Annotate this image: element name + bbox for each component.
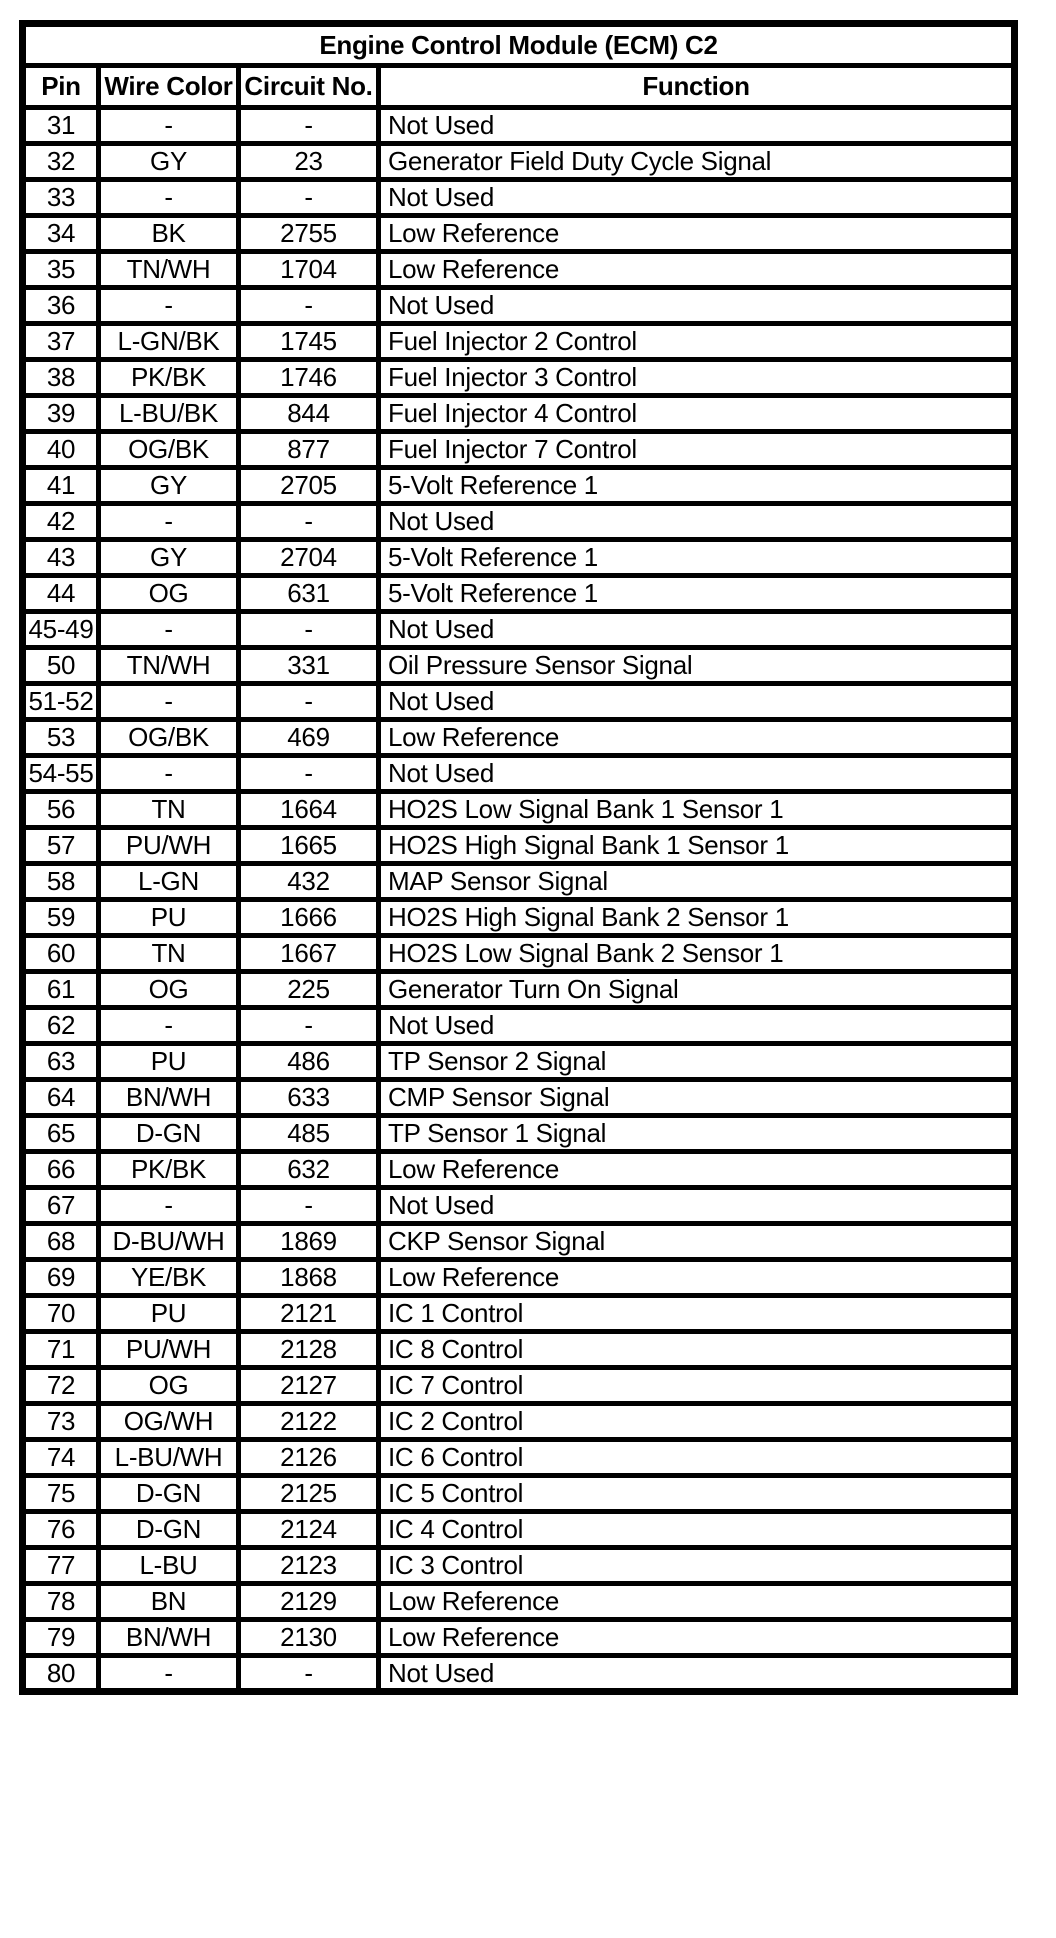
function-cell: Low Reference	[379, 1620, 1015, 1656]
wire-color-cell: -	[99, 684, 239, 720]
wire-color-cell: -	[99, 1188, 239, 1224]
function-cell: Fuel Injector 4 Control	[379, 396, 1015, 432]
function-cell: Low Reference	[379, 252, 1015, 288]
pin-cell: 43	[23, 540, 99, 576]
column-header-function: Function	[379, 66, 1015, 108]
table-row	[23, 828, 1015, 864]
table-row	[23, 288, 1015, 324]
table-row	[23, 1620, 1015, 1656]
column-header-circuit-no: Circuit No.	[239, 66, 379, 108]
table-title: Engine Control Module (ECM) C2	[23, 24, 1015, 66]
circuit-no-cell: 2125	[239, 1476, 379, 1512]
wire-color-cell: GY	[99, 468, 239, 504]
wire-color-cell: -	[99, 612, 239, 648]
wire-color-cell: OG/WH	[99, 1404, 239, 1440]
pin-cell: 75	[23, 1476, 99, 1512]
table-row	[23, 468, 1015, 504]
function-cell: IC 3 Control	[379, 1548, 1015, 1584]
function-cell: IC 1 Control	[379, 1296, 1015, 1332]
pin-cell: 78	[23, 1584, 99, 1620]
function-cell: Not Used	[379, 288, 1015, 324]
wire-color-cell: PU	[99, 900, 239, 936]
circuit-no-cell: -	[239, 684, 379, 720]
function-cell: Low Reference	[379, 1260, 1015, 1296]
pin-cell: 68	[23, 1224, 99, 1260]
circuit-no-cell: 225	[239, 972, 379, 1008]
table-row	[23, 1152, 1015, 1188]
table-row	[23, 396, 1015, 432]
wire-color-cell: L-GN	[99, 864, 239, 900]
function-cell: Generator Turn On Signal	[379, 972, 1015, 1008]
table-head	[23, 24, 1015, 108]
circuit-no-cell: -	[239, 504, 379, 540]
wire-color-cell: GY	[99, 540, 239, 576]
circuit-no-cell: -	[239, 1008, 379, 1044]
circuit-no-cell: 2121	[239, 1296, 379, 1332]
function-cell: IC 6 Control	[379, 1440, 1015, 1476]
circuit-no-cell: 633	[239, 1080, 379, 1116]
pin-cell: 71	[23, 1332, 99, 1368]
function-cell: Fuel Injector 2 Control	[379, 324, 1015, 360]
wire-color-cell: -	[99, 288, 239, 324]
circuit-no-cell: 469	[239, 720, 379, 756]
pin-cell: 57	[23, 828, 99, 864]
wire-color-cell: OG/BK	[99, 720, 239, 756]
pin-cell: 73	[23, 1404, 99, 1440]
pin-cell: 56	[23, 792, 99, 828]
function-cell: TP Sensor 2 Signal	[379, 1044, 1015, 1080]
table-row	[23, 972, 1015, 1008]
wire-color-cell: -	[99, 1008, 239, 1044]
pin-cell: 42	[23, 504, 99, 540]
function-cell: 5-Volt Reference 1	[379, 468, 1015, 504]
ecm-c2-pinout-table	[19, 20, 1018, 1695]
table-row	[23, 1188, 1015, 1224]
function-cell: Fuel Injector 3 Control	[379, 360, 1015, 396]
pin-cell: 60	[23, 936, 99, 972]
function-cell: Generator Field Duty Cycle Signal	[379, 144, 1015, 180]
circuit-no-cell: 844	[239, 396, 379, 432]
pin-cell: 54-55	[23, 756, 99, 792]
circuit-no-cell: 2755	[239, 216, 379, 252]
pin-cell: 63	[23, 1044, 99, 1080]
function-cell: Not Used	[379, 108, 1015, 144]
circuit-no-cell: 1868	[239, 1260, 379, 1296]
circuit-no-cell: 1745	[239, 324, 379, 360]
wire-color-cell: -	[99, 108, 239, 144]
wire-color-cell: -	[99, 504, 239, 540]
pin-cell: 62	[23, 1008, 99, 1044]
pin-cell: 79	[23, 1620, 99, 1656]
table-row	[23, 504, 1015, 540]
table-body	[23, 108, 1015, 1692]
circuit-no-cell: 485	[239, 1116, 379, 1152]
pin-cell: 50	[23, 648, 99, 684]
circuit-no-cell: -	[239, 180, 379, 216]
table-row	[23, 216, 1015, 252]
table-row	[23, 648, 1015, 684]
table-row	[23, 1008, 1015, 1044]
function-cell: IC 2 Control	[379, 1404, 1015, 1440]
function-cell: IC 5 Control	[379, 1476, 1015, 1512]
table-row	[23, 612, 1015, 648]
table-row	[23, 1260, 1015, 1296]
circuit-no-cell: 1704	[239, 252, 379, 288]
wire-color-cell: D-GN	[99, 1512, 239, 1548]
table-row	[23, 1404, 1015, 1440]
wire-color-cell: OG	[99, 1368, 239, 1404]
table-row	[23, 108, 1015, 144]
pin-cell: 31	[23, 108, 99, 144]
pin-cell: 44	[23, 576, 99, 612]
circuit-no-cell: 2124	[239, 1512, 379, 1548]
circuit-no-cell: 631	[239, 576, 379, 612]
wire-color-cell: BN	[99, 1584, 239, 1620]
circuit-no-cell: 2704	[239, 540, 379, 576]
function-cell: Oil Pressure Sensor Signal	[379, 648, 1015, 684]
circuit-no-cell: 1746	[239, 360, 379, 396]
wire-color-cell: OG	[99, 576, 239, 612]
wire-color-cell: TN/WH	[99, 252, 239, 288]
table-row	[23, 576, 1015, 612]
table-row	[23, 720, 1015, 756]
circuit-no-cell: -	[239, 612, 379, 648]
circuit-no-cell: 432	[239, 864, 379, 900]
pin-cell: 38	[23, 360, 99, 396]
function-cell: CMP Sensor Signal	[379, 1080, 1015, 1116]
wire-color-cell: GY	[99, 144, 239, 180]
wire-color-cell: OG/BK	[99, 432, 239, 468]
circuit-no-cell: 331	[239, 648, 379, 684]
table-row	[23, 324, 1015, 360]
table-title-row	[23, 24, 1015, 66]
pin-cell: 66	[23, 1152, 99, 1188]
table-row	[23, 1656, 1015, 1692]
pin-cell: 35	[23, 252, 99, 288]
function-cell: MAP Sensor Signal	[379, 864, 1015, 900]
table-row	[23, 1044, 1015, 1080]
table-row	[23, 1440, 1015, 1476]
wire-color-cell: PU	[99, 1296, 239, 1332]
function-cell: IC 7 Control	[379, 1368, 1015, 1404]
wire-color-cell: -	[99, 180, 239, 216]
circuit-no-cell: 2130	[239, 1620, 379, 1656]
function-cell: CKP Sensor Signal	[379, 1224, 1015, 1260]
function-cell: HO2S High Signal Bank 1 Sensor 1	[379, 828, 1015, 864]
pin-cell: 53	[23, 720, 99, 756]
pin-cell: 65	[23, 1116, 99, 1152]
table-row	[23, 1368, 1015, 1404]
pin-cell: 80	[23, 1656, 99, 1692]
circuit-no-cell: 23	[239, 144, 379, 180]
pin-cell: 70	[23, 1296, 99, 1332]
circuit-no-cell: 2123	[239, 1548, 379, 1584]
function-cell: Low Reference	[379, 216, 1015, 252]
circuit-no-cell: -	[239, 756, 379, 792]
wire-color-cell: L-BU/BK	[99, 396, 239, 432]
function-cell: Not Used	[379, 684, 1015, 720]
pin-cell: 76	[23, 1512, 99, 1548]
table-row	[23, 252, 1015, 288]
pin-cell: 64	[23, 1080, 99, 1116]
table-row	[23, 1224, 1015, 1260]
function-cell: Low Reference	[379, 1152, 1015, 1188]
wire-color-cell: PK/BK	[99, 360, 239, 396]
function-cell: 5-Volt Reference 1	[379, 540, 1015, 576]
table-row	[23, 1476, 1015, 1512]
wire-color-cell: TN/WH	[99, 648, 239, 684]
pin-cell: 32	[23, 144, 99, 180]
column-header-wire-color: Wire Color	[99, 66, 239, 108]
wire-color-cell: OG	[99, 972, 239, 1008]
pin-cell: 58	[23, 864, 99, 900]
function-cell: Not Used	[379, 504, 1015, 540]
table-row	[23, 360, 1015, 396]
function-cell: IC 8 Control	[379, 1332, 1015, 1368]
wire-color-cell: PK/BK	[99, 1152, 239, 1188]
pin-cell: 37	[23, 324, 99, 360]
pin-cell: 59	[23, 900, 99, 936]
pin-cell: 34	[23, 216, 99, 252]
pin-cell: 51-52	[23, 684, 99, 720]
circuit-no-cell: 2122	[239, 1404, 379, 1440]
function-cell: Low Reference	[379, 720, 1015, 756]
circuit-no-cell: -	[239, 108, 379, 144]
wire-color-cell: BN/WH	[99, 1080, 239, 1116]
table-header-row	[23, 66, 1015, 108]
circuit-no-cell: 2127	[239, 1368, 379, 1404]
table-row	[23, 144, 1015, 180]
pin-cell: 40	[23, 432, 99, 468]
function-cell: HO2S Low Signal Bank 2 Sensor 1	[379, 936, 1015, 972]
circuit-no-cell: -	[239, 1188, 379, 1224]
function-cell: IC 4 Control	[379, 1512, 1015, 1548]
function-cell: Not Used	[379, 180, 1015, 216]
circuit-no-cell: 1666	[239, 900, 379, 936]
wire-color-cell: -	[99, 1656, 239, 1692]
table-row	[23, 540, 1015, 576]
pin-cell: 39	[23, 396, 99, 432]
pin-cell: 69	[23, 1260, 99, 1296]
pin-cell: 72	[23, 1368, 99, 1404]
circuit-no-cell: 2705	[239, 468, 379, 504]
function-cell: Not Used	[379, 1008, 1015, 1044]
pin-cell: 74	[23, 1440, 99, 1476]
circuit-no-cell: 877	[239, 432, 379, 468]
table-row	[23, 756, 1015, 792]
table-row	[23, 1332, 1015, 1368]
pin-cell: 67	[23, 1188, 99, 1224]
function-cell: Not Used	[379, 1188, 1015, 1224]
function-cell: 5-Volt Reference 1	[379, 576, 1015, 612]
wire-color-cell: TN	[99, 936, 239, 972]
wire-color-cell: BN/WH	[99, 1620, 239, 1656]
wire-color-cell: TN	[99, 792, 239, 828]
circuit-no-cell: 2129	[239, 1584, 379, 1620]
table-row	[23, 792, 1015, 828]
circuit-no-cell: 486	[239, 1044, 379, 1080]
wire-color-cell: D-GN	[99, 1476, 239, 1512]
function-cell: TP Sensor 1 Signal	[379, 1116, 1015, 1152]
function-cell: Low Reference	[379, 1584, 1015, 1620]
table-row	[23, 1116, 1015, 1152]
wire-color-cell: L-BU/WH	[99, 1440, 239, 1476]
wire-color-cell: L-BU	[99, 1548, 239, 1584]
table-row	[23, 1080, 1015, 1116]
pin-cell: 45-49	[23, 612, 99, 648]
circuit-no-cell: 1667	[239, 936, 379, 972]
table-row	[23, 1584, 1015, 1620]
wire-color-cell: YE/BK	[99, 1260, 239, 1296]
pin-cell: 77	[23, 1548, 99, 1584]
circuit-no-cell: 2128	[239, 1332, 379, 1368]
table-row	[23, 1548, 1015, 1584]
wire-color-cell: PU/WH	[99, 1332, 239, 1368]
table-row	[23, 432, 1015, 468]
pin-cell: 61	[23, 972, 99, 1008]
circuit-no-cell: 1665	[239, 828, 379, 864]
table-row	[23, 180, 1015, 216]
function-cell: HO2S High Signal Bank 2 Sensor 1	[379, 900, 1015, 936]
wire-color-cell: PU/WH	[99, 828, 239, 864]
circuit-no-cell: 1869	[239, 1224, 379, 1260]
function-cell: HO2S Low Signal Bank 1 Sensor 1	[379, 792, 1015, 828]
wire-color-cell: L-GN/BK	[99, 324, 239, 360]
table-row	[23, 1512, 1015, 1548]
table-row	[23, 900, 1015, 936]
circuit-no-cell: -	[239, 288, 379, 324]
wire-color-cell: PU	[99, 1044, 239, 1080]
circuit-no-cell: 1664	[239, 792, 379, 828]
circuit-no-cell: -	[239, 1656, 379, 1692]
table-row	[23, 864, 1015, 900]
function-cell: Not Used	[379, 756, 1015, 792]
function-cell: Not Used	[379, 1656, 1015, 1692]
wire-color-cell: -	[99, 756, 239, 792]
wire-color-cell: D-GN	[99, 1116, 239, 1152]
pin-cell: 33	[23, 180, 99, 216]
column-header-pin: Pin	[23, 66, 99, 108]
table-row	[23, 684, 1015, 720]
table-row	[23, 936, 1015, 972]
pin-cell: 41	[23, 468, 99, 504]
circuit-no-cell: 2126	[239, 1440, 379, 1476]
function-cell: Fuel Injector 7 Control	[379, 432, 1015, 468]
circuit-no-cell: 632	[239, 1152, 379, 1188]
wire-color-cell: BK	[99, 216, 239, 252]
pin-cell: 36	[23, 288, 99, 324]
function-cell: Not Used	[379, 612, 1015, 648]
wire-color-cell: D-BU/WH	[99, 1224, 239, 1260]
table-row	[23, 1296, 1015, 1332]
